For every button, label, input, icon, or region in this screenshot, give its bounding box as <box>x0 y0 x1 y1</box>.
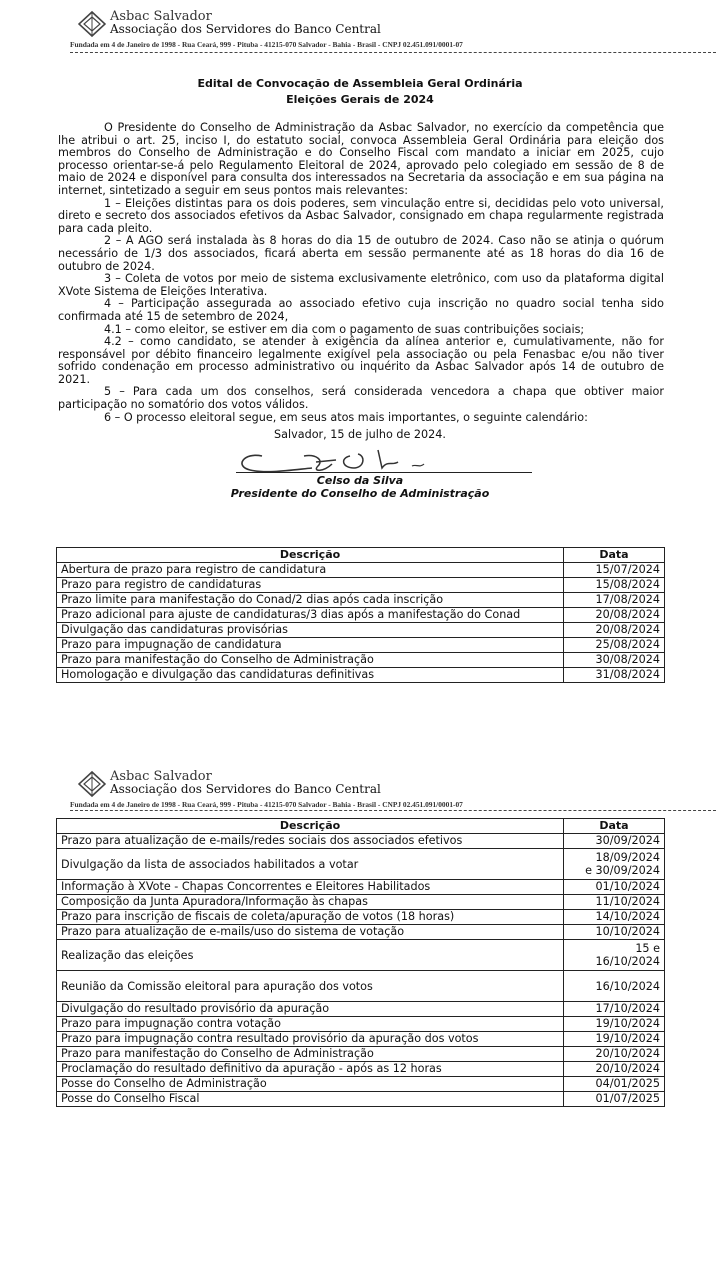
event-date-line-1: 18/09/2024 <box>595 851 660 864</box>
event-description: Posse do Conselho de Administração <box>57 1077 564 1092</box>
header-divider <box>70 52 716 53</box>
notice-body <box>58 122 664 424</box>
event-description: Prazo limite para manifestação do Conad/2 dias após cada inscrição <box>57 593 564 608</box>
event-description: Homologação e divulgação das candidaturas definitivas <box>57 668 564 683</box>
event-date: 04/01/2025 <box>564 1077 665 1092</box>
table-row <box>57 578 665 593</box>
event-date: 20/08/2024 <box>564 608 665 623</box>
event-description: Abertura de prazo para registro de candidatura <box>57 563 564 578</box>
event-description: Prazo para impugnação de candidatura <box>57 638 564 653</box>
table-row <box>57 849 665 880</box>
event-date: 17/10/2024 <box>564 1002 665 1017</box>
event-description: Prazo para impugnação contra votação <box>57 1017 564 1032</box>
event-date: 15/07/2024 <box>564 563 665 578</box>
col-header-date: Data <box>564 819 665 834</box>
event-description: Prazo para atualização de e-mails/uso do sistema de votação <box>57 925 564 940</box>
signer-name: Celso da Silva <box>316 474 404 487</box>
document-page-2 <box>0 760 720 1280</box>
event-description: Prazo adicional para ajuste de candidaturas/3 dias após a manifestação do Conad <box>57 608 564 623</box>
table-row <box>57 638 665 653</box>
table-row <box>57 1032 665 1047</box>
event-description: Reunião da Comissão eleitoral para apuração dos votos <box>57 971 564 1002</box>
item-6: 6 – O processo eleitoral segue, em seus atos mais importantes, o seguinte calendário: <box>104 410 588 424</box>
event-date: 10/10/2024 <box>564 925 665 940</box>
item-5: 5 – Para cada um dos conselhos, será considerada vencedora a chapa que obtiver maior participação no somatório dos votos válidos. <box>58 385 664 412</box>
item-4: 4 – Participação assegurada ao associado efetivo cuja inscrição no quadro social tenha sido confirmada até 15 de setembro de 2024, <box>58 297 664 323</box>
table-row <box>57 925 665 940</box>
table-row <box>57 563 665 578</box>
event-date: 30/08/2024 <box>564 653 665 668</box>
org-address: Fundada em 4 de Janeiro de 1998 - Rua Ceará, 999 - Pituba - 41215-070 Salvador - Bahia - Brasil - CNPJ 02.451.091/0001-07 <box>70 800 463 809</box>
event-description: Proclamação do resultado definitivo da apuração - após as 12 horas <box>57 1062 564 1077</box>
asbac-logo-icon <box>78 770 106 798</box>
letterhead <box>70 6 718 56</box>
event-date: 14/10/2024 <box>564 910 665 925</box>
event-description: Prazo para manifestação do Conselho de Administração <box>57 653 564 668</box>
event-date <box>564 849 665 880</box>
event-description: Prazo para manifestação do Conselho de Administração <box>57 1047 564 1062</box>
calendar-table-1 <box>56 547 665 683</box>
event-date: 01/07/2025 <box>564 1092 665 1107</box>
item-1: 1 – Eleições distintas para os dois poderes, sem vinculação entre si, decididas pelo voto universal, direto e secreto dos associados efetivos da Asbac Salvador, consignado em chapa regularmente registrada para cada pleito. <box>58 196 664 235</box>
event-description: Prazo para inscrição de fiscais de coleta/apuração de votos (18 horas) <box>57 910 564 925</box>
org-full-name: Associação dos Servidores do Banco Central <box>110 22 381 36</box>
item-3: 3 – Coleta de votos por meio de sistema exclusivamente eletrônico, com uso da plataforma digital XVote Sistema de Eleições Interativa. <box>58 272 664 298</box>
event-date: 16/10/2024 <box>564 971 665 1002</box>
event-date: 17/08/2024 <box>564 593 665 608</box>
event-date: 01/10/2024 <box>564 880 665 895</box>
table-row <box>57 1047 665 1062</box>
col-header-date: Data <box>564 548 665 563</box>
intro-paragraph: O Presidente do Conselho de Administração da Asbac Salvador, no exercício da competência que lhe atribui o art. 25, inciso I, do estatuto social, convoca Assembleia Geral Ordinária para eleição dos membros do Conselho de Administração e do Conselho Fiscal com mandato a iniciar em 2025, cujo processo orientar-se-á pelo Regulamento Eleitoral de 2024, aprovado pelo colegiado em sessão de 8 de maio de 2024 e disponível para consulta dos interessados na Secretaria da associação e em sua página na internet, sintetizado a seguir em seus pontos mais relevantes: <box>58 121 664 197</box>
col-header-description: Descrição <box>57 819 564 834</box>
event-description: Realização das eleições <box>57 940 564 971</box>
letterhead <box>70 766 718 816</box>
event-description: Composição da Junta Apuradora/Informação às chapas <box>57 895 564 910</box>
table-row <box>57 1062 665 1077</box>
org-name: Asbac Salvador <box>110 769 212 784</box>
place-date: Salvador, 15 de julho de 2024. <box>274 428 446 441</box>
event-date: 15/08/2024 <box>564 578 665 593</box>
event-description: Informação à XVote - Chapas Concorrentes e Eleitores Habilitados <box>57 880 564 895</box>
table-row <box>57 608 665 623</box>
org-full-name: Associação dos Servidores do Banco Central <box>110 782 381 796</box>
page-title: Edital de Convocação de Assembleia Geral Ordinária <box>197 77 523 90</box>
event-date: 20/10/2024 <box>564 1062 665 1077</box>
event-date: 30/09/2024 <box>564 834 665 849</box>
table-row <box>57 593 665 608</box>
item-4-1: 4.1 – como eleitor, se estiver em dia com o pagamento de suas contribuições sociais; <box>104 322 585 336</box>
event-date-line-2: e 30/09/2024 <box>585 864 660 877</box>
table-row <box>57 880 665 895</box>
event-date: 19/10/2024 <box>564 1017 665 1032</box>
event-date: 20/08/2024 <box>564 623 665 638</box>
table-row <box>57 653 665 668</box>
header-divider <box>70 810 716 811</box>
org-name: Asbac Salvador <box>110 9 212 24</box>
event-description: Divulgação das candidaturas provisórias <box>57 623 564 638</box>
table-row <box>57 1002 665 1017</box>
event-date: 31/08/2024 <box>564 668 665 683</box>
table-row <box>57 940 665 971</box>
event-date: 20/10/2024 <box>564 1047 665 1062</box>
table-row <box>57 668 665 683</box>
event-description: Posse do Conselho Fiscal <box>57 1092 564 1107</box>
event-description: Prazo para atualização de e-mails/redes sociais dos associados efetivos <box>57 834 564 849</box>
signature-line <box>236 472 532 473</box>
table-row <box>57 1092 665 1107</box>
table-row <box>57 1077 665 1092</box>
event-date: 15 e 16/10/2024 <box>564 940 665 971</box>
table-row <box>57 910 665 925</box>
signer-role: Presidente do Conselho de Administração <box>230 487 490 500</box>
calendar-table-2 <box>56 818 665 1107</box>
item-4-2: 4.2 – como candidato, se atender à exigência da alínea anterior e, cumulativamente, não for responsável por débito financeiro legalmente exigível pela associação ou pela Fenasbac e/ou não tiver sofrido condenação em processo administrativo ou inquérito da Asbac Salvador após 14 de outubro de 2021. <box>58 335 664 386</box>
table-row <box>57 834 665 849</box>
event-description: Prazo para registro de candidaturas <box>57 578 564 593</box>
table-row <box>57 895 665 910</box>
table-row <box>57 623 665 638</box>
event-date: 25/08/2024 <box>564 638 665 653</box>
page-subtitle: Eleições Gerais de 2024 <box>286 93 434 106</box>
item-2: 2 – A AGO será instalada às 8 horas do dia 15 de outubro de 2024. Caso não se atinja o quórum necessário de 1/3 dos associados, ficará aberta em sessão permanente até as 18 horas do dia 16 de outubro de 2024. <box>58 234 664 273</box>
event-date: 19/10/2024 <box>564 1032 665 1047</box>
table-row <box>57 971 665 1002</box>
org-address: Fundada em 4 de Janeiro de 1998 - Rua Ceará, 999 - Pituba - 41215-070 Salvador - Bahia - Brasil - CNPJ 02.451.091/0001-07 <box>70 40 463 49</box>
event-description: Divulgação da lista de associados habilitados a votar <box>57 849 564 880</box>
event-description: Divulgação do resultado provisório da apuração <box>57 1002 564 1017</box>
event-description: Prazo para impugnação contra resultado provisório da apuração dos votos <box>57 1032 564 1047</box>
col-header-description: Descrição <box>57 548 564 563</box>
asbac-logo-icon <box>78 10 106 38</box>
event-date: 11/10/2024 <box>564 895 665 910</box>
table-row <box>57 1017 665 1032</box>
